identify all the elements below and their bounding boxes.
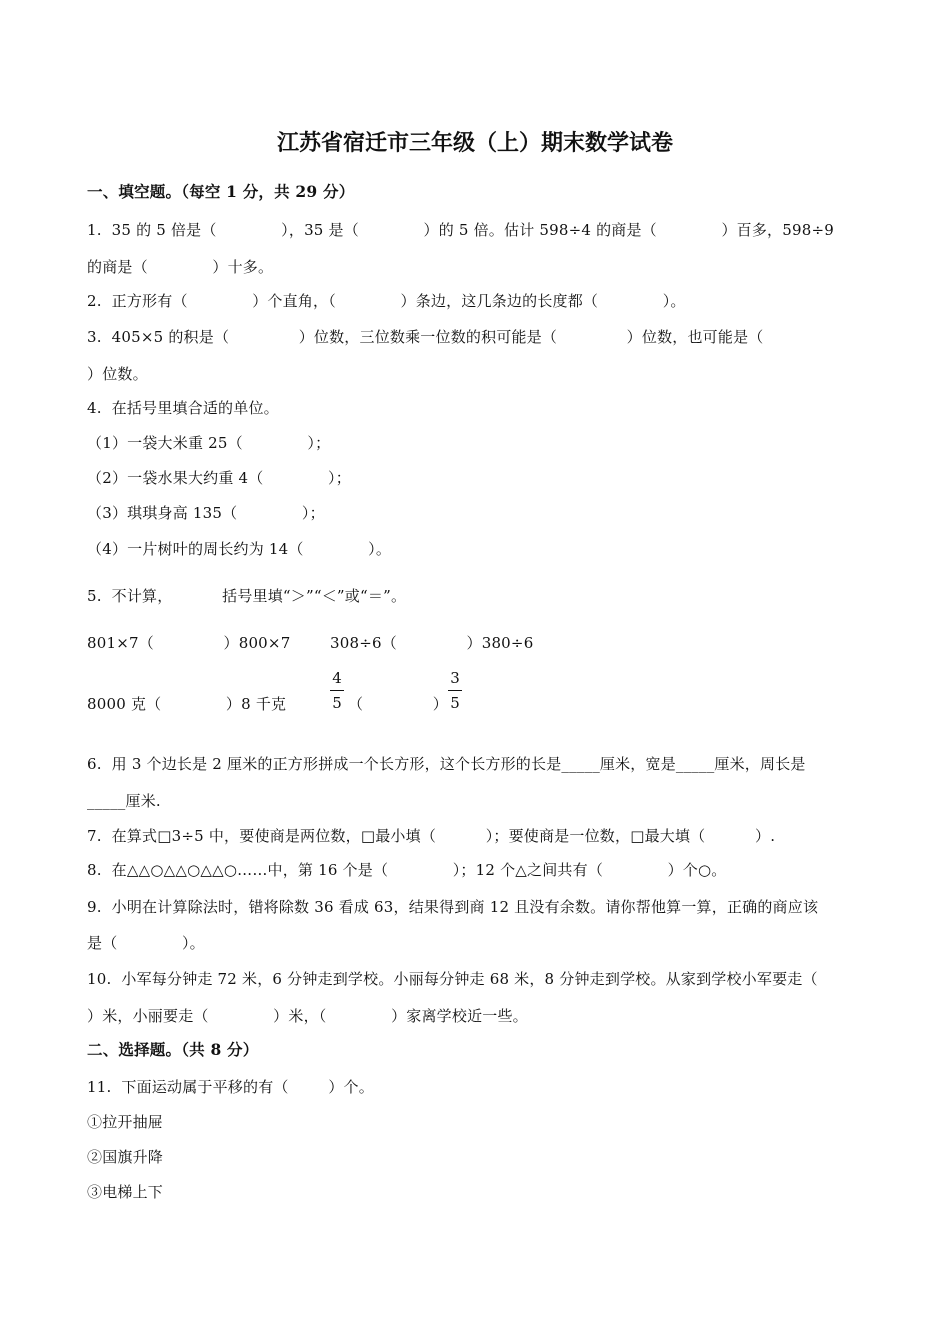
question-11-option: ②国旗升降 [87,1148,164,1166]
question-3-line-2: ）位数。 [87,365,148,383]
fraction-denominator: 5 [450,694,460,712]
question-3-line-1: 3. 405×5 的积是（ ）位数，三位数乘一位数的积可能是（ ）位数，也可能是（ [87,328,764,346]
question-9-line-2: 是（ ）。 [87,934,205,952]
question-11-stem: 11. 下面运动属于平移的有（ ）个。 [87,1078,374,1096]
question-9-line-1: 9. 小明在计算除法时，错将除数 36 看成 63，结果得到商 12 且没有余数。请你帮他算一算，正确的商应该 [87,898,819,916]
question-10-line-2: ）米，小丽要走（ ）米，（ ）家离学校近一些。 [87,1007,528,1025]
question-5-compare-4: （ ） [348,695,448,713]
fraction-bar [448,690,462,691]
fraction-numerator: 4 [332,669,342,687]
fraction-bar [330,690,344,691]
page-title: 江苏省宿迁市三年级（上）期末数学试卷 [276,130,673,156]
question-6-line-2: _____厘米. [87,792,161,810]
fraction-numerator: 3 [450,669,460,687]
question-11-option: ①拉开抽屉 [87,1113,164,1131]
question-5-compare-1: 801×7（ ）800×7 [87,634,291,652]
question-11-option: ③电梯上下 [87,1183,164,1201]
question-5-compare-2: 308÷6（ ）380÷6 [330,634,534,652]
question-4-item: （3）琪琪身高 135（ ）； [87,504,325,522]
question-6-line-1: 6. 用 3 个边长是 2 厘米的正方形拼成一个长方形，这个长方形的长是_____厘米，宽是_____厘米，周长是 [87,755,806,773]
fraction-three-fifths [448,669,462,712]
question-4-item: （4）一片树叶的周长约为 14（ ）。 [87,540,392,558]
question-5-stem: 5. 不计算， 括号里填“＞”“＜”或“＝”。 [87,587,407,605]
question-4-item: （1）一袋大米重 25（ ）； [87,434,331,452]
question-10-line-1: 10. 小军每分钟走 72 米，6 分钟走到学校。小丽每分钟走 68 米，8 分钟走到学校。从家到学校小军要走（ [87,970,818,988]
question-5-compare-3: 8000 克（ ）8 千克 [87,695,287,713]
section-heading-fill-in: 一、填空题。（每空 1 分，共 29 分） [87,182,355,201]
question-4-stem: 4. 在括号里填合适的单位。 [87,399,279,417]
question-4-item: （2）一袋水果大约重 4（ ）； [87,469,351,487]
question-1-line-1: 1. 35 的 5 倍是（ ），35 是（ ）的 5 倍。估计 598÷4 的商是（ ）百多，598÷9 [87,221,834,239]
fraction-denominator: 5 [332,694,342,712]
question-8: 8. 在△△○△△○△△○……中，第 16 个是（ ）；12 个△之间共有（ ）个○。 [87,861,727,879]
question-1-line-2: 的商是（ ）十多。 [87,258,274,276]
question-7: 7. 在算式□3÷5 中，要使商是两位数，□最小填（ ）；要使商是一位数，□最大填（ ）. [87,827,776,845]
question-2: 2. 正方形有（ ）个直角，（ ）条边，这几条边的长度都（ ）。 [87,292,686,310]
section-heading-choice: 二、选择题。（共 8 分） [87,1040,259,1059]
fraction-four-fifths [330,669,344,712]
